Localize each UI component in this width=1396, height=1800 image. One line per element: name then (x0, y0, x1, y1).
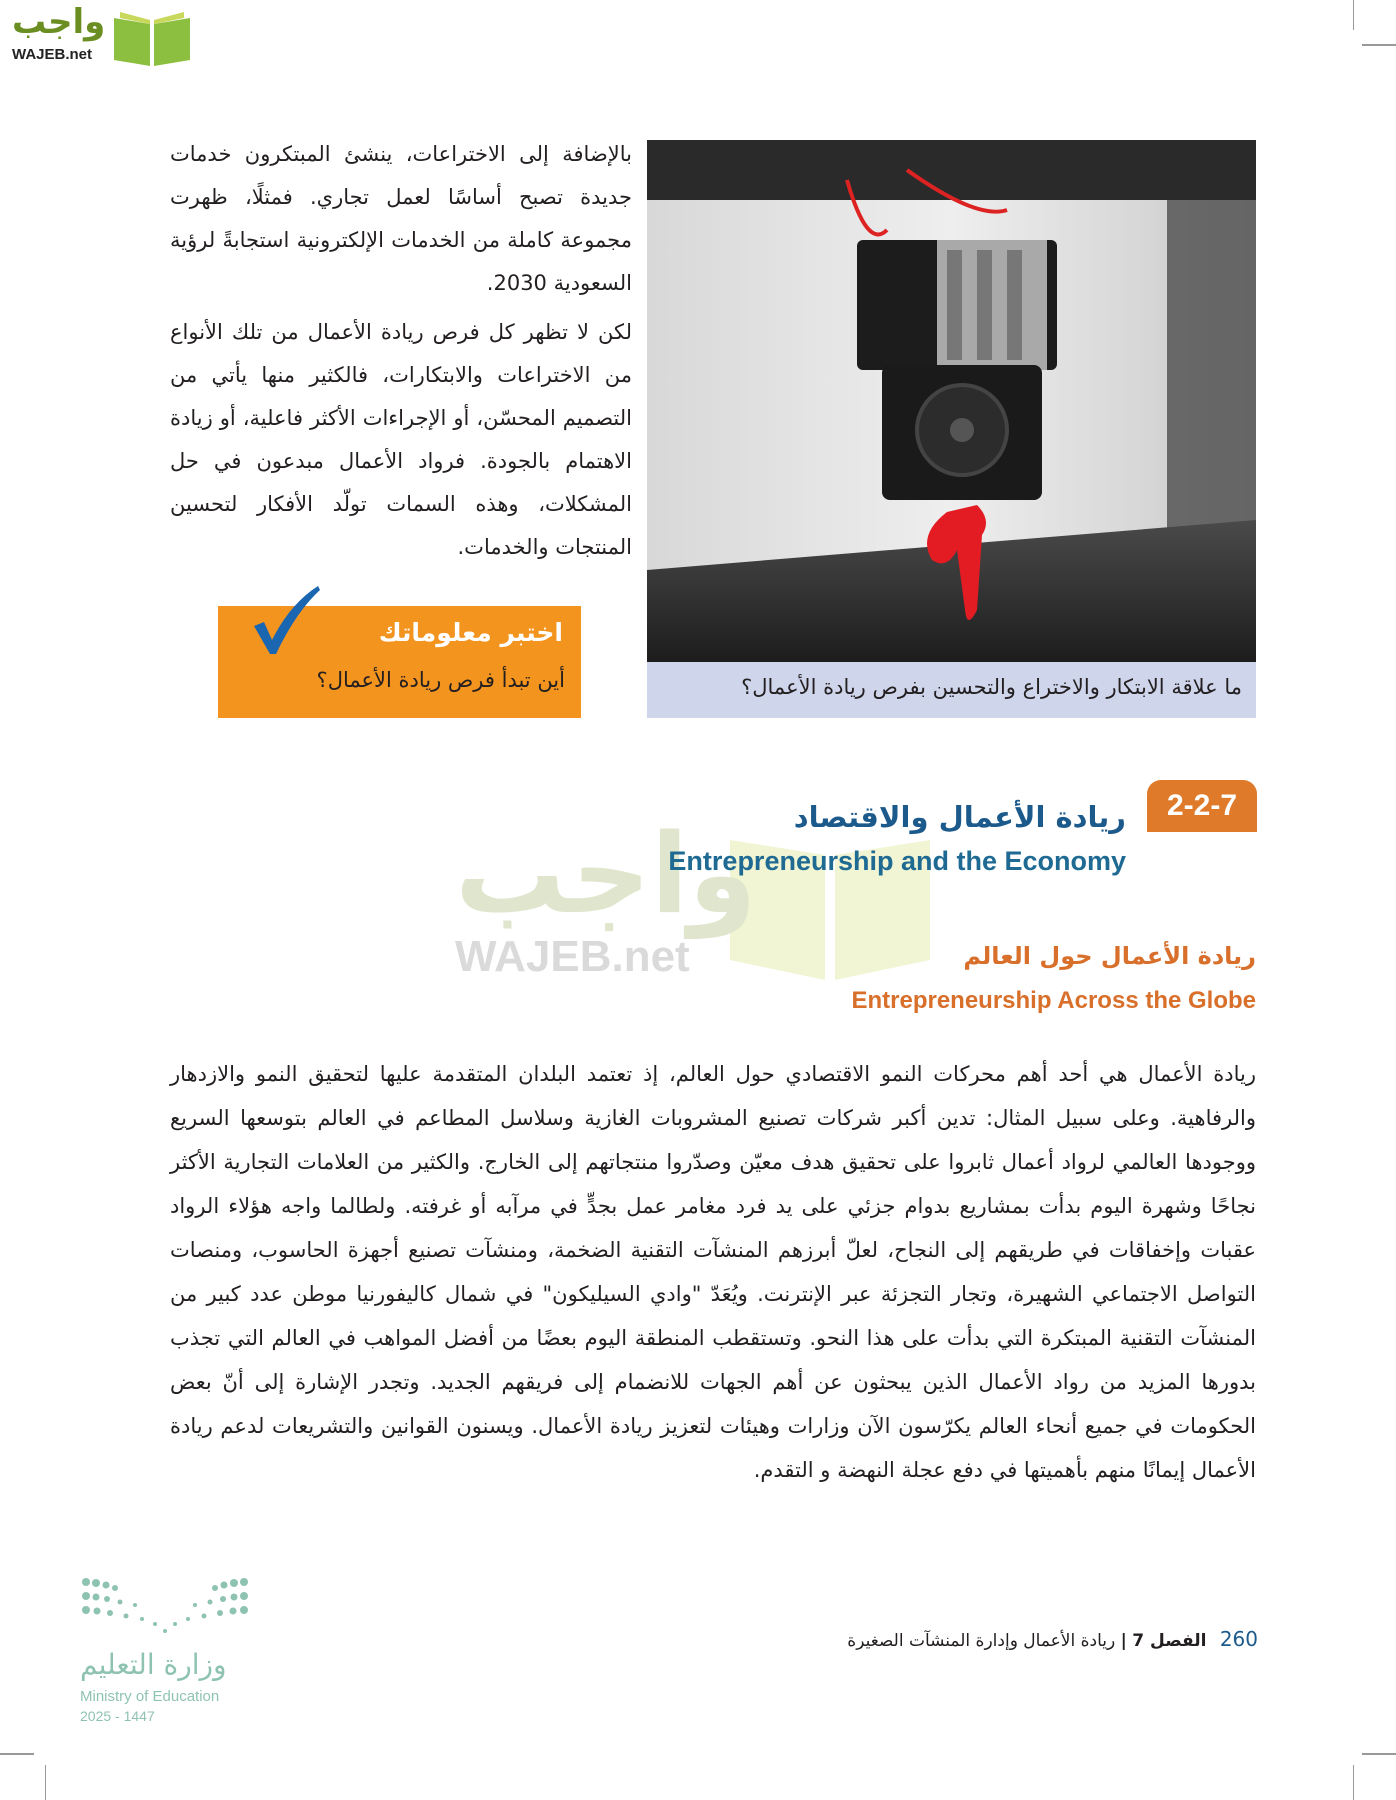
watermark-latin: WAJEB.net (455, 932, 690, 981)
intro-text-column (170, 133, 632, 575)
watermark-arabic: واجب (455, 810, 757, 938)
logo-arabic: واجب (12, 2, 106, 42)
page-number: 260 (1219, 1627, 1258, 1651)
subsection-title-arabic: ريادة الأعمال حول العالم (963, 942, 1256, 970)
section-title-arabic: ريادة الأعمال والاقتصاد (793, 800, 1126, 834)
figure-caption-box (647, 662, 1256, 718)
wajeb-logo[interactable] (6, 2, 190, 68)
ministry-name-arabic: وزارة التعليم (80, 1648, 227, 1681)
crop-mark (1353, 1765, 1354, 1800)
footer-separator: | (1120, 1631, 1127, 1651)
book-icon (112, 10, 192, 68)
ministry-year: 2025 - 1447 (80, 1708, 155, 1724)
quiz-question: أين تبدأ فرص ريادة الأعمال؟ (316, 668, 565, 692)
ministry-of-education-logo (80, 1576, 255, 1726)
section-number-badge: 2-2-7 (1147, 780, 1257, 832)
crop-mark (1362, 44, 1396, 46)
figure-caption: ما علاقة الابتكار والاختراع والتحسين بفرص ريادة الأعمال؟ (741, 675, 1242, 699)
logo-latin: WAJEB.net (12, 46, 93, 63)
chapter-label: الفصل 7 (1132, 1631, 1207, 1651)
crop-mark (1353, 0, 1354, 30)
chapter-title: ريادة الأعمال وإدارة المنشآت الصغيرة (847, 1631, 1116, 1651)
section-title-english: Entrepreneurship and the Economy (668, 846, 1126, 876)
paragraph: بالإضافة إلى الاختراعات، ينشئ المبتكرون خدمات جديدة تصبح أساسًا لعمل تجاري. فمثلًا، ظهرت مجموعة كاملة من الخدمات الإلكترونية استجابةً لرؤية السعودية 2030. (170, 142, 632, 295)
paragraph: لكن لا تظهر كل فرص ريادة الأعمال من تلك الأنواع من الاختراعات والابتكارات، فالكثير منها يأتي من التصميم المحسّن، أو الإجراءات الأكثر فاعلية، أو زيادة الاهتمام بالجودة. فرواد الأعمال مبدعون في حل المشكلات، وهذه السمات تولّد الأفكار لتحسين المنتجات والخدمات. (170, 320, 632, 559)
subsection-title-english: Entrepreneurship Across the Globe (851, 987, 1256, 1014)
crop-mark (0, 1753, 34, 1755)
crop-mark (45, 1765, 46, 1800)
page-footer (847, 1627, 1258, 1651)
crop-mark (1362, 1753, 1396, 1755)
quiz-title: اختبر معلوماتك (378, 618, 563, 647)
checkmark-icon (250, 584, 322, 656)
3d-printer-photo (647, 140, 1256, 662)
ministry-name-english: Ministry of Education (80, 1688, 220, 1705)
body-paragraph: ريادة الأعمال هي أحد أهم محركات النمو الاقتصادي حول العالم، إذ تعتمد البلدان المتقدمة عليها لتحقيق النمو والازدهار والرفاهية. وعلى سبيل المثال: تدين أكبر شركات تصنيع المشروبات الغازية وسلاسل المطاعم في العالم بتوسعها السريع ووجودها العالمي لرواد أعمال ثابروا على تحقيق هدف معيّن وصدّروا منتجاتهم إلى الخارج. والكثير من العلامات التجارية الأكثر نجاحًا وشهرة اليوم بدأت بمشاريع بدوام جزئي على يد فرد مغامر عمل بجدٍّ في مرآبه أو غرفته. ولطالما واجه هؤلاء الرواد عقبات وإخفاقات في طريقهم إلى النجاح، لعلّ أبرزهم المنشآت التقنية الضخمة، ومنشآت تصنيع أجهزة الحاسوب، ومنصات التواصل الاجتماعي الشهيرة، وتجار التجزئة عبر الإنترنت. ويُعَدّ "وادي السيليكون" في شمال كاليفورنيا موطن عدد كبير من المنشآت التقنية المبتكرة التي بدأت على هذا النحو. وتستقطب المنطقة اليوم بعضًا من أفضل المواهب في العالم التي تجذب بدورها المزيد من رواد الأعمال الذين يبحثون عن أهم الجهات للانضمام إلى فريقهم الجديد. وتجدر الإشارة إلى أنّ بعض الحكومات في جميع أنحاء العالم يكرّسون الآن وزارات وهيئات لتعزيز ريادة الأعمال. ويسنون القوانين والتشريعات لدعم ريادة الأعمال إيمانًا منهم بأهميتها في دفع عجلة النهضة و التقدم. (170, 1062, 1256, 1482)
ministry-dots-icon (80, 1576, 250, 1636)
